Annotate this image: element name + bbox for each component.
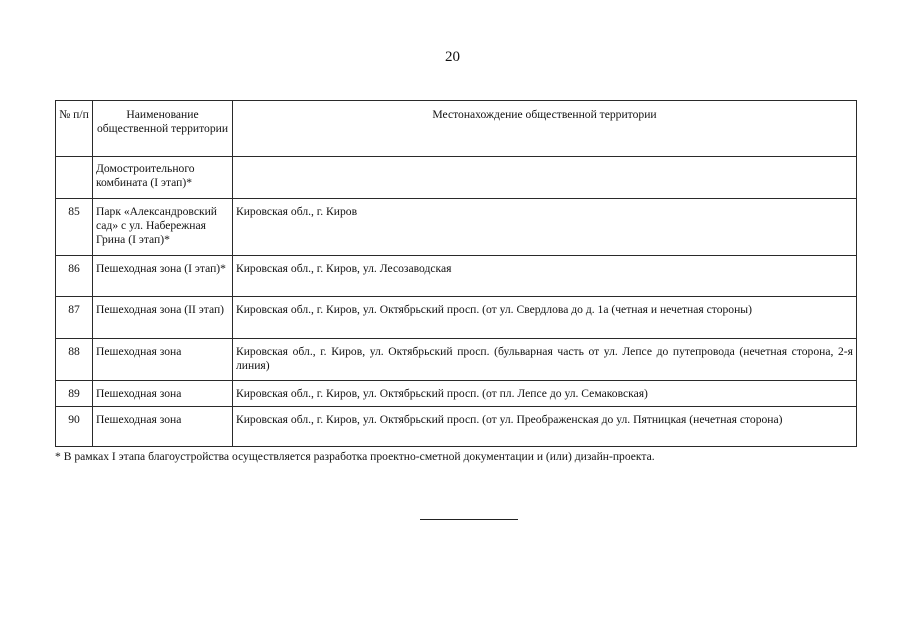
table-row [56, 407, 857, 447]
table-row [56, 157, 857, 199]
header-location: Местонахождение общественной территории [233, 101, 857, 157]
end-of-document-line [420, 519, 518, 520]
table-row [56, 256, 857, 297]
header-name: Наименование общественной территории [93, 101, 233, 157]
row-name: Пешеходная зона [93, 339, 233, 381]
row-location: Кировская обл., г. Киров, ул. Октябрьский просп. (бульварная часть от ул. Лепсе до путепровода (нечетная сторона, 2-я линия) [233, 339, 857, 381]
row-location [233, 157, 857, 199]
row-name: Пешеходная зона (I этап)* [93, 256, 233, 297]
row-name: Пешеходная зона [93, 381, 233, 407]
row-num [56, 157, 93, 199]
row-name: Парк «Александровский сад» с ул. Набережная Грина (I этап)* [93, 199, 233, 256]
page-number: 20 [445, 49, 460, 65]
row-location: Кировская обл., г. Киров, ул. Лесозаводская [233, 256, 857, 297]
table-header-row [56, 101, 857, 157]
row-num: 88 [56, 339, 93, 381]
row-num: 85 [56, 199, 93, 256]
table-row [56, 199, 857, 256]
table-row [56, 297, 857, 339]
row-num: 86 [56, 256, 93, 297]
row-name: Домостроительного комбината (I этап)* [93, 157, 233, 199]
row-num: 90 [56, 407, 93, 447]
row-num: 89 [56, 381, 93, 407]
row-num: 87 [56, 297, 93, 339]
row-name: Пешеходная зона [93, 407, 233, 447]
header-num: № п/п [56, 101, 93, 157]
row-location: Кировская обл., г. Киров [233, 199, 857, 256]
row-name: Пешеходная зона (II этап) [93, 297, 233, 339]
footnote: * В рамках I этапа благоустройства осуществляется разработка проектно-сметной документации и (или) дизайн-проекта. [55, 450, 655, 463]
row-location: Кировская обл., г. Киров, ул. Октябрьский просп. (от пл. Лепсе до ул. Семаковская) [233, 381, 857, 407]
table-row [56, 381, 857, 407]
row-location: Кировская обл., г. Киров, ул. Октябрьский просп. (от ул. Свердлова до д. 1а (четная и нечетная стороны) [233, 297, 857, 339]
territories-table [55, 100, 857, 447]
table-row [56, 339, 857, 381]
row-location: Кировская обл., г. Киров, ул. Октябрьский просп. (от ул. Преображенская до ул. Пятницкая (нечетная сторона) [233, 407, 857, 447]
